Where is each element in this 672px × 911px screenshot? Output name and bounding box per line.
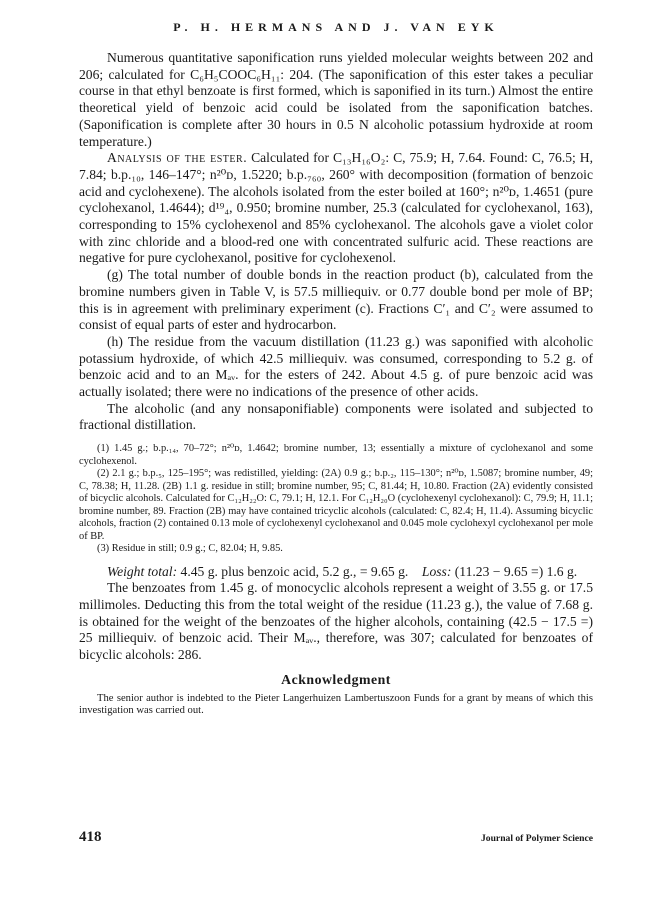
running-head: P. H. HERMANS AND J. VAN EYK	[173, 20, 499, 34]
ester-analysis-text: Calculated for C₁₃H₁₆O₂: C, 75.9; H, 7.64. Found: C, 76.5; H, 7.84; b.p.₁₀, 146–147°; n²⁰ᴅ, 1.5220; b.p.₇₆₀, 260° with decomposition (formation of benzoic acid and cyclohexene). The alcohols isolated from the ester boiled at 160°; n²⁰ᴅ, 1.4651 (pure cyclohexanol, 1.4644); d¹⁹₄, 0.950; bromine number, 25.3 (calculated for cyclohexanol, 163), corresponding to 15% cyclohexenol and 85% cyclohexanol. The alcohols gave a violet color with zinc chloride and a blood-red one with concentrated sulfuric acid. These reactions are negative for pure cyclohexanol, positive for cyclohexenol.	[79, 150, 593, 266]
acknowledgment-heading: Acknowledgment	[281, 671, 391, 687]
loss-label: Loss:	[421, 563, 452, 579]
fraction-note-3: (3) Residue in still; 0.9 g.; C, 82.04; H, 9.85.	[97, 543, 283, 555]
paragraph-saponification: Numerous quantitative saponification runs yielded molecular weights between 202 and 206; calculated for C₆H₅COOC₆H₁₁: 204. (The saponification of this ester takes a peculiar course in that ethyl benzoate is first formed, which is saponified in its turn.) Almost the entire theoretical yield of benzoic acid could be isolated from the saponification batches. (Saponification is complete after 30 hours in 0.5 N alcoholic potassium hydroxide at room temperature.)	[79, 50, 593, 149]
paragraph-alcoholic-components: The alcoholic (and any nonsaponifiable) components were isolated and subjected to fractional distillation.	[79, 400, 593, 433]
weight-total-value: 4.45 g. plus benzoic acid, 5.2 g., = 9.65 g.	[180, 563, 409, 579]
acknowledgment-section	[79, 693, 593, 719]
fraction-note-1: (1) 1.45 g.; b.p.₁₄, 70–72°; n²⁰ᴅ, 1.4642; bromine number, 13; essentially a mixture of cyclohexanol and some cyclohexenol.	[79, 443, 593, 467]
paragraph-double-bonds: (g) The total number of double bonds in the reaction product (b), calculated from the bromine numbers given in Table V, is 57.5 milliequiv. or 0.77 double bond per mole of BP; this is in agreement with preliminary experiment (c). Fractions C′₁ and C′₂ were assumed to consist of equal parts of ester and hydrocarbon.	[79, 267, 593, 333]
section-lead-in: Analysis of the ester.	[107, 150, 248, 166]
page-footer	[79, 829, 593, 849]
loss-value: (11.23 − 9.65 =) 1.6 g.	[454, 563, 578, 579]
weight-total-line	[79, 564, 593, 581]
article-body	[79, 50, 593, 718]
paragraph-benzoates: The benzoates from 1.45 g. of monocyclic alcohols represent a weight of 3.55 g. or 17.5 millimoles. Deducting this from the total weight of the residue (11.23 g.), the value of 7.68 g. is obtained for the weight of the benzoates of the higher alcohols, containing (42.5 − 17.5 =) 25 milliequiv. of benzoic acid. Their Mₐᵥ., therefore, was 307; calculated for benzoates of bicyclic alcohols: 286.	[79, 580, 593, 663]
journal-name: Journal of Polymer Science	[481, 833, 593, 844]
fraction-note-2: (2) 2.1 g.; b.p.₅, 125–195°; was redistilled, yielding: (2A) 0.9 g.; b.p.₂, 115–130°; n²⁰ᴅ, 1.5087; bromine number, 49; C, 78.38; H, 11.28. (2B) 1.1 g. residue in still; bromine number, 95; C, 81.44; H, 10.80. Fraction (2A) evidently consisted of bicyclic alcohols. Calculated for C₁₂H₂₂O: C, 79.1; H, 12.1. For C₁₂H₂₀O (cyclohexenyl cyclohexanol): C, 79.9; H, 11.1; bromine number, 89. Fraction (2B) may have contained tricyclic alcohols (calculated: C, 82.4; H, 11.4). Assuming bicyclic alcohols, fraction (2) contained 0.13 mole of cyclohexenyl cyclohexanol and 0.045 mole cyclohexyl cyclohexanol per mole of BP.	[79, 468, 593, 542]
paragraph-ester-analysis	[79, 150, 593, 267]
paragraph-residue: (h) The residue from the vacuum distillation (11.23 g.) was saponified with alcoholic potassium hydroxide, of which 42.5 milliequiv. was consumed, corresponding to 5.2 g. of benzoic acid and to an Mₐᵥ. for the esters of 242. About 4.5 g. of pure benzoic acid was actually isolated; there were no indications of the presence of other acids.	[79, 333, 593, 400]
page-number: 418	[79, 829, 102, 845]
acknowledgment-text: The senior author is indebted to the Pieter Langerhuizen Lambertuszoon Funds for a grant by means of which this investigation was carried out.	[79, 692, 593, 717]
weight-total-label: Weight total:	[107, 563, 178, 579]
fraction-notes	[79, 443, 593, 556]
